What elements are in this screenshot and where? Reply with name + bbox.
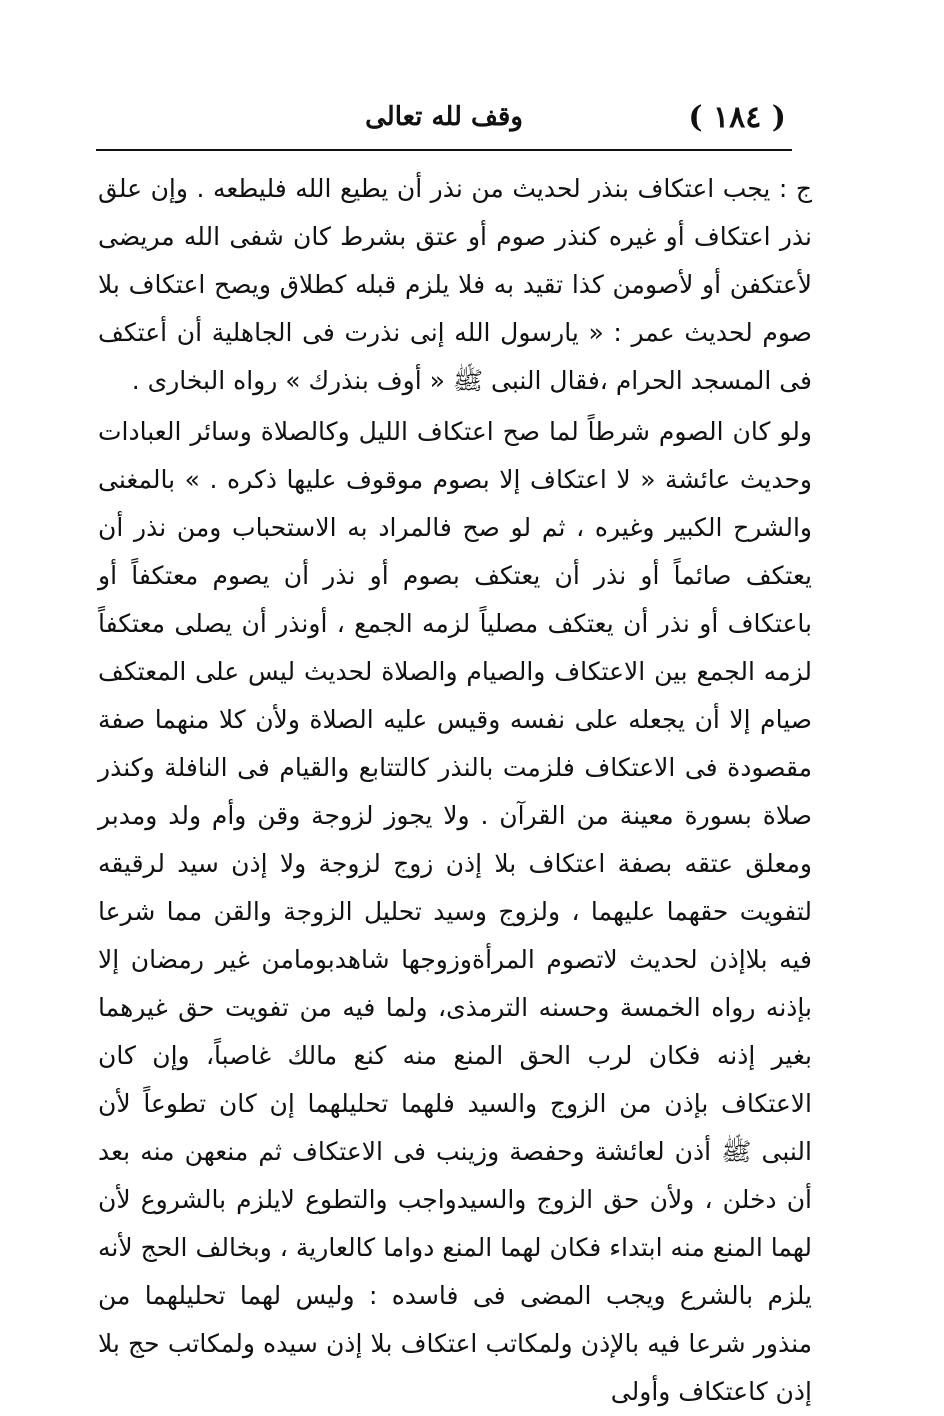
header-divider [96,149,792,151]
running-title: وقف لله تعالى [365,102,523,132]
page-number: ( ١٨٤ ) [688,100,786,135]
paragraph-1: ج : يجب اعتكاف بنذر لحديث من نذر أن يطيع الله فليطعه . وإن علق نذر اعتكاف أو غيره كنذر صوم أو عتق بشرط كان شفى الله مريضى لأعتكفن أو لأصومن كذا تقيد به فلا يلزم قبله كطلاق ويصح اعتكاف بلا صوم لحديث عمر : « يارسول الله إنى نذرت فى الجاهلية أن أعتكف فى المسجد الحرام ،فقال النبى ﷺ « أوف بنذرك » رواه البخارى . [98,174,812,395]
page-header [96,96,792,144]
paragraph-2: ولو كان الصوم شرطاً لما صح اعتكاف الليل وكالصلاة وسائر العبادات وحديث عائشة « لا اعتكاف إلا بصوم موقوف عليها ذكره . » بالمغنى والشرح الكبير وغيره ، ثم لو صح فالمراد به الاستحباب ومن نذر أن يعتكف صائماً أو نذر أن يعتكف بصوم أو نذر أن يصوم معتكفاً أو باعتكاف أو نذر أن يعتكف مصلياً لزمه الجمع ، أونذر أن يصلى معتكفاً لزمه الجمع بين الاعتكاف والصيام والصلاة لحديث ليس على المعتكف صيام إلا أن يجعله على نفسه وقيس عليه الصلاة ولأن كلا منهما صفة مقصودة فى الاعتكاف فلزمت بالنذر كالتتابع والقيام فى النافلة وكنذر صلاة بسورة معينة من القرآن . ولا يجوز لزوجة وقن وأم ولد ومدبر ومعلق عتقه بصفة اعتكاف بلا إذن زوج لزوجة ولا إذن سيد لرقيقه لتفويت حقهما عليهما ، ولزوج وسيد تحليل الزوجة والقن مما شرعا فيه بلاإذن لحديث لاتصوم المرأةوزوجها شاهدبومامن غير رمضان إلا بإذنه رواه الخمسة وحسنه الترمذى، ولما فيه من تفويت حق غيرهما بغير إذنه فكان لرب الحق المنع منه كنع مالك غاصباً، وإن كان الاعتكاف بإذن من الزوج والسيد فلهما تحليلهما إن كان تطوعاً لأن النبى ﷺ أذن لعائشة وحفصة وزينب فى الاعتكاف ثم منعهن منه بعد أن دخلن ، ولأن حق الزوج والسيدواجب والتطوع لايلزم بالشروع لأن لهما المنع منه ابتداء فكان لهما المنع دواما كالعارية ، وبخالف الحج لأنه يلزم بالشرع ويجب المضى فى فاسده : وليس لهما تحليلهما من منذور شرعا فيه بالإذن ولمكاتب اعتكاف بلا إذن سيده ولمكاتب حج بلا إذن كاعتكاف وأولى [98,417,812,1406]
